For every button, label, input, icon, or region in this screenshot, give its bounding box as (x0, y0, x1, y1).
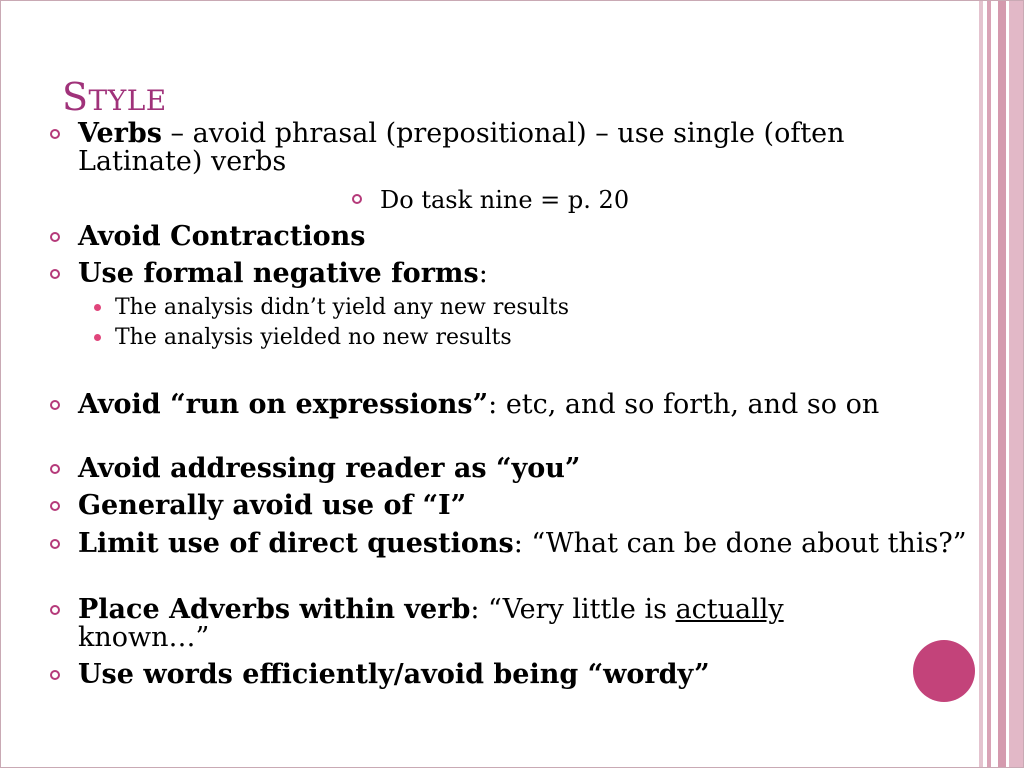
bullet-heading: Limit use of direct questions (78, 528, 514, 559)
bullet-marker-icon (50, 539, 60, 549)
bullet-text: : “Very little is (470, 594, 676, 625)
bullet-text: The analysis yielded no new results (115, 325, 512, 350)
bullet-text: The analysis didn’t yield any new results (115, 295, 570, 320)
decorative-stripe (987, 0, 991, 768)
bullet-marker-icon (50, 129, 60, 139)
bullet-heading: Avoid “run on expressions” (78, 389, 489, 420)
bullet-heading: Use words efficiently/avoid being “wordy” (78, 659, 710, 690)
bullet-marker-icon (50, 670, 60, 680)
bullet-text: Do task nine = p. 20 (380, 186, 630, 214)
bullet-heading: Place Adverbs within verb (78, 594, 471, 625)
bullet-text: : “What can be done about this?” (513, 528, 967, 559)
decorative-stripe (1009, 0, 1024, 768)
sub-bullet-dot-icon (94, 304, 101, 311)
decorative-stripe (979, 0, 983, 768)
bullet-marker-icon (352, 194, 362, 204)
bullet-marker-icon (50, 464, 60, 474)
bullet-text: : etc, and so forth, and so on (488, 389, 880, 420)
bullet-heading: Avoid addressing reader as “you” (78, 453, 581, 484)
bullet-marker-icon (50, 605, 60, 615)
title-rest: TYLE (88, 84, 167, 117)
title-first-letter: S (62, 75, 89, 119)
bullet-heading: Use formal negative forms (78, 258, 479, 289)
bullet-heading: Verbs (78, 118, 162, 149)
decorative-stripe (998, 0, 1006, 768)
bullet-text: : (478, 258, 488, 289)
bullet-marker-icon (50, 269, 60, 279)
bullet-text: known…” (78, 622, 210, 653)
slide-title (62, 75, 167, 119)
underlined-word: actually (675, 594, 784, 625)
decorative-circle (913, 640, 975, 702)
bullet-marker-icon (50, 400, 60, 410)
bullet-marker-icon (50, 501, 60, 511)
sub-bullet-dot-icon (94, 334, 101, 341)
bullet-heading: Avoid Contractions (78, 221, 366, 252)
bullet-marker-icon (50, 232, 60, 242)
bullet-text: – avoid phrasal (prepositional) – use single (often Latinate) verbs (78, 118, 845, 177)
bullet-heading: Generally avoid use of “I” (78, 490, 467, 521)
